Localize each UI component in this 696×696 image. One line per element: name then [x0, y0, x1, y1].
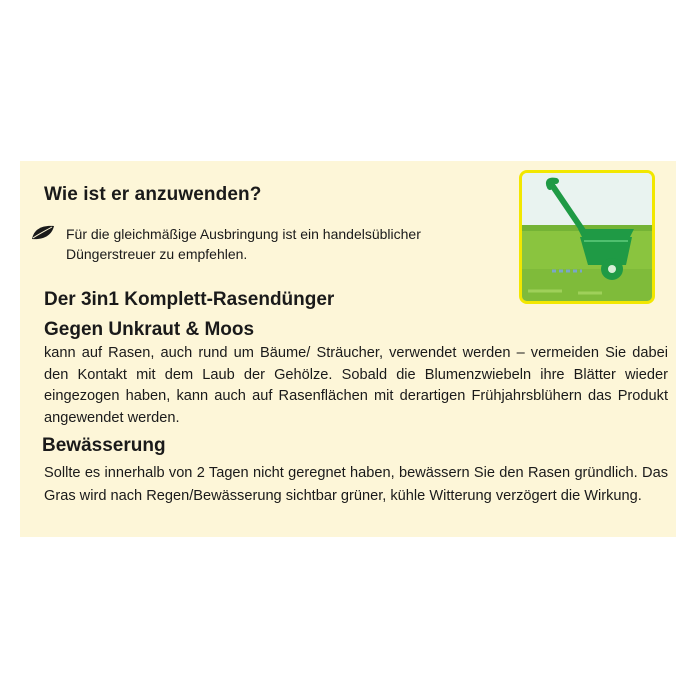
product-heading-line2: Gegen Unkraut & Moos — [44, 319, 255, 340]
usage-text: Für die gleichmäßige Ausbringung ist ein handelsüblicher Düngerstreuer zu empfehlen. — [66, 226, 421, 262]
product-text: kann auf Rasen, auch rund um Bäume/ Sträucher, verwendet werden – vermeiden Sie dabei den Kontakt mit dem Laub der Gehölze. Sobald die Blumenzwiebeln ihre Blätter wieder eingezogen haben, kann auch auf Rasenflächen mit derartigen Frühjahrsblühern das Produkt angewendet werden. — [44, 345, 668, 426]
usage-heading: Wie ist er anzuwenden? — [44, 184, 262, 205]
fertilizer-spreader-icon — [519, 170, 655, 304]
leaf-icon — [30, 223, 56, 241]
watering-text: Sollte es innerhalb von 2 Tagen nicht geregnet haben, bewässern Sie den Rasen gründlich. Das Gras wird nach Regen/Bewässerung sichtbar grüner, kühle Witterung verzögert die Wirkung. — [44, 465, 668, 504]
product-heading-line1: Der 3in1 Komplett-Rasendünger — [44, 289, 335, 310]
watering-heading: Bewässerung — [42, 435, 166, 456]
product-heading — [44, 285, 334, 345]
